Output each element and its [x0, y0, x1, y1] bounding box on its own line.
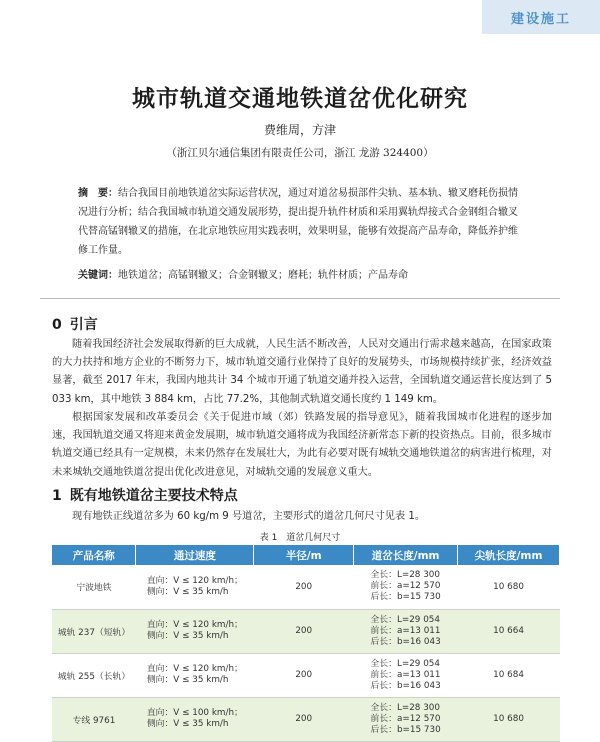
geometry-table [52, 545, 560, 742]
header-cell: 半径/m [254, 545, 354, 565]
section-heading [52, 314, 98, 334]
radius-cell: 200 [254, 653, 354, 697]
keywords-text: 地铁道岔；高锰钢辙叉；合金钢辙叉；磨耗；轨件材质；产品寿命 [118, 270, 408, 281]
section-heading [52, 485, 238, 505]
header-cell: 通过速度 [136, 545, 254, 565]
speed-cell: 直向：V ≤ 120 km/h； 侧向：V ≤ 35 km/h [136, 565, 254, 609]
header-cell: 道岔长度/mm [354, 545, 458, 565]
header-cell: 产品名称 [52, 545, 136, 565]
product-name-cell: 专线 9761 [52, 697, 136, 741]
product-name-cell: 城轨 255（长轨） [52, 653, 136, 697]
section-tab: 建设施工 [482, 0, 600, 34]
keywords-label: 关键词： [78, 270, 118, 281]
section-title: 引言 [69, 317, 98, 333]
radius-cell: 200 [254, 565, 354, 609]
length-cell: 全长：L=28 300 前长：a=12 570 后长：b=15 730 [354, 565, 458, 609]
paragraph: 现有地铁正线道岔多为 60 kg/m 9 号道岔，主要形式的道岔几何尺寸见表 1。 [72, 511, 426, 522]
length-cell: 全长：L=29 054 前长：a=13 011 后长：b=16 043 [354, 609, 458, 653]
divider [40, 298, 560, 299]
speed-cell: 直向：V ≤ 120 km/h； 侧向：V ≤ 35 km/h [136, 653, 254, 697]
abstract-label: 摘 要： [78, 188, 118, 199]
switch-length-cell: 10 680 [458, 565, 560, 609]
keywords [78, 266, 540, 281]
paragraph: 根据国家发展和改革委员会《关于促进市域（郊）铁路发展的指导意见》，随着我国城市化进程的逐步加速，我国轨道交通又将迎来黄金发展期，城市轨道交通将成为我国经济新常态下新的投资热点。目前，很多城市轨道交通已经具有一定规模，未来仍然存在发展壮大，为此有必要对既有城轨交通地铁道岔的病害进行梳理，对未来城轨交通地铁道岔提出优化改进意见，对城轨交通的发展意义重大。 [52, 412, 552, 478]
product-name-cell: 城轨 237（短轨） [52, 609, 136, 653]
abstract [78, 184, 522, 260]
article-title: 城市轨道交通地铁道岔优化研究 [132, 86, 468, 112]
switch-length-cell: 10 680 [458, 697, 560, 741]
switch-length-cell: 10 684 [458, 653, 560, 697]
radius-cell: 200 [254, 609, 354, 653]
section-number: 0 [52, 317, 62, 333]
paragraph: 随着我国经济社会发展取得新的巨大成就，人民生活不断改善，人民对交通出行需求越来越高，在国家政策的大力扶持和地方企业的不断努力下，城市轨道交通行业保持了良好的发展势头，市场规模持续扩张，经济效益显著，截至 2017 年末，我国内地共计 34 个城市开通了轨道交通并投入运营，全国轨道交通运营长度达到了 5 033 km，其中地铁 3 884 km，占比 77.2%，其他制式轨道交通长度约 1 149 km。 [52, 339, 552, 405]
section-number: 1 [52, 488, 62, 504]
abstract-text: 结合我国目前地铁道岔实际运营状况，通过对道岔易损部件尖轨、基本轨、辙叉磨耗伤损情况进行分析；结合我国城市轨道交通发展形势，提出提升轨件材质和采用翼轨焊接式合金钢组合辙叉代替高锰钢辙叉的措施，在北京地铁应用实践表明，效果明显，能够有效提高产品寿命，降低养护维修工作量。 [78, 188, 518, 256]
length-cell: 全长：L=28 300 前长：a=12 570 后长：b=15 730 [354, 697, 458, 741]
table-row [52, 609, 560, 653]
length-cell: 全长：L=29 054 前长：a=13 011 后长：b=16 043 [354, 653, 458, 697]
table-row [52, 697, 560, 741]
switch-length-cell: 10 664 [458, 609, 560, 653]
affiliation: （浙江贝尔通信集团有限责任公司，浙江 龙游 324400） [166, 147, 434, 159]
table-header-row [52, 545, 560, 565]
speed-cell: 直向：V ≤ 100 km/h； 侧向：V ≤ 35 km/h [136, 697, 254, 741]
authors: 费维周，方津 [263, 123, 336, 137]
section-title: 既有地铁道岔主要技术特点 [69, 488, 238, 504]
table-caption: 表 1 道岔几何尺寸 [259, 533, 341, 543]
radius-cell: 200 [254, 697, 354, 741]
table-row [52, 653, 560, 697]
product-name-cell: 宁波地铁 [52, 565, 136, 609]
table-row [52, 565, 560, 609]
header-cell: 尖轨长度/mm [458, 545, 560, 565]
speed-cell: 直向：V ≤ 120 km/h； 侧向：V ≤ 35 km/h [136, 609, 254, 653]
